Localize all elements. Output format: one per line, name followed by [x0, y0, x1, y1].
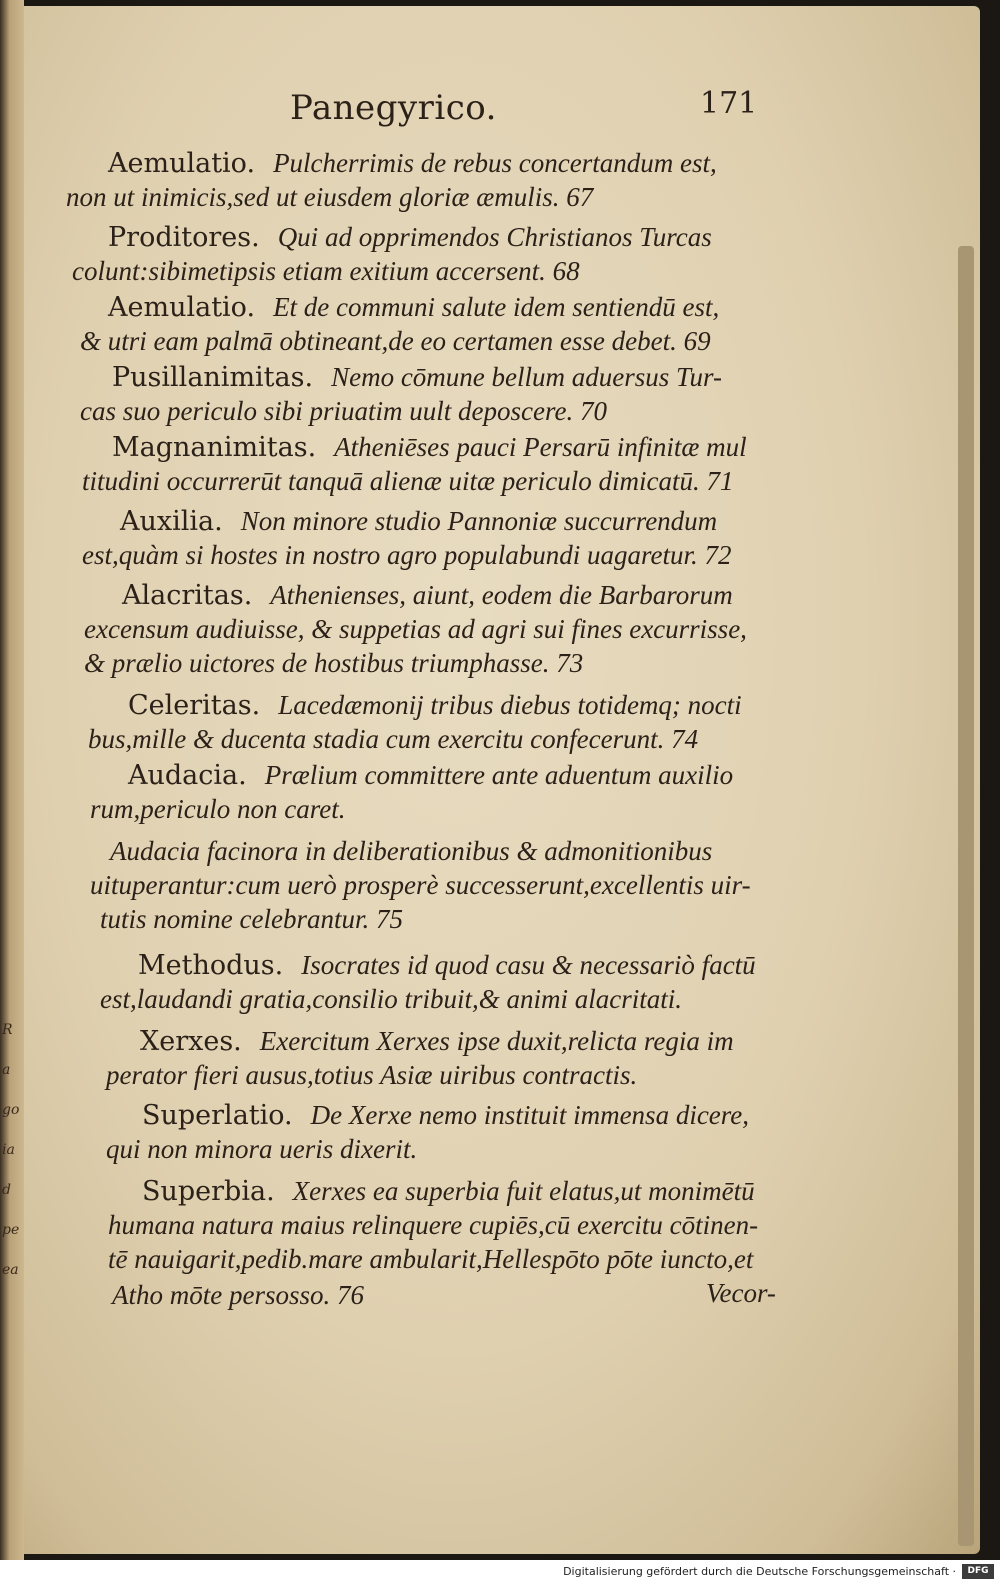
- text-line: [138, 950, 756, 981]
- entry-keyword: Superbia.: [142, 1176, 275, 1207]
- text-line: [100, 984, 682, 1015]
- margin-fragment: ea: [2, 1262, 19, 1278]
- entry-text: titudini occurrerūt tanquā alienæ uitæ periculo dimicatū. 71: [82, 466, 734, 496]
- entry-text: humana natura maius relinquere cupiēs,cū exercitu cōtinen-: [108, 1210, 759, 1240]
- entry-text: est,laudandi gratia,consilio tribuit,& animi alacritati.: [100, 984, 683, 1014]
- footer-credit: Digitalisierung gefördert durch die Deutsche Forschungsgemeinschaft ·: [563, 1565, 956, 1578]
- text-line: [108, 148, 717, 179]
- entry-text: Lacedæmonij tribus diebus totidemq; nocti: [278, 690, 742, 720]
- text-line: [82, 540, 732, 571]
- entry-text: Exercitum Xerxes ipse duxit,relicta regia im: [259, 1026, 734, 1056]
- entry-text: Atho mōte persosso. 76: [112, 1280, 364, 1310]
- text-line: [90, 794, 345, 825]
- entry-text: & prælio uictores de hostibus triumphasse. 73: [84, 648, 584, 678]
- margin-fragment: pe: [2, 1222, 20, 1238]
- text-line: [108, 1210, 758, 1241]
- entry-text: Qui ad opprimendos Christianos Turcas: [277, 222, 712, 252]
- text-line: [80, 326, 711, 357]
- text-line: [140, 1026, 734, 1057]
- margin-fragment: go: [2, 1102, 20, 1118]
- text-line: [106, 1134, 417, 1165]
- entry-keyword: Superlatio.: [142, 1100, 293, 1131]
- entry-text: Athenienses, aiunt, eodem die Barbarorum: [270, 580, 733, 610]
- entry-text: Audacia facinora in deliberationibus & admonitionibus: [110, 836, 713, 866]
- entry-text: perator fieri ausus,totius Asiæ uiribus contractis.: [106, 1060, 638, 1090]
- text-line: [142, 1176, 755, 1207]
- text-line: [90, 870, 751, 901]
- entry-keyword: Celeritas.: [128, 690, 261, 721]
- text-line: [88, 724, 698, 755]
- entry-keyword: Methodus.: [138, 950, 284, 981]
- margin-fragment: R: [2, 1022, 13, 1038]
- entry-keyword: Proditores.: [108, 222, 260, 253]
- text-line: [106, 1060, 637, 1091]
- dfg-logo: DFG: [962, 1564, 994, 1579]
- entry-keyword: Alacritas.: [122, 580, 253, 611]
- text-line: [112, 432, 747, 463]
- left-page-edge: [0, 0, 24, 1560]
- text-line: [82, 466, 733, 497]
- entry-text: rum,periculo non caret.: [90, 794, 346, 824]
- text-line: [108, 292, 719, 323]
- entry-keyword: Audacia.: [128, 760, 247, 791]
- margin-fragment: d: [2, 1182, 11, 1198]
- entry-text: bus,mille & ducenta stadia cum exercitu confecerunt. 74: [88, 724, 699, 754]
- entry-text: tutis nomine celebrantur. 75: [100, 904, 403, 934]
- text-line: [120, 506, 717, 537]
- running-head: Panegyrico.: [290, 88, 497, 128]
- text-line: [66, 182, 593, 213]
- text-line: [108, 1244, 753, 1275]
- entry-keyword: Aemulatio.: [108, 292, 256, 323]
- entry-text: cas suo periculo sibi priuatim uult deposcere. 70: [80, 396, 607, 426]
- entry-text: Prælium committere ante aduentum auxilio: [264, 760, 734, 790]
- page-number: 171: [700, 86, 758, 121]
- entry-text: & utri eam palmā obtineant,de eo certamen esse debet. 69: [80, 326, 711, 356]
- page-stack-edge: [958, 246, 974, 1546]
- text-line: [100, 904, 403, 935]
- entry-text: Xerxes ea superbia fuit elatus,ut monimētū: [292, 1176, 755, 1206]
- text-line: [108, 222, 712, 253]
- entry-text: De Xerxe nemo instituit immensa dicere,: [310, 1100, 750, 1130]
- entry-keyword: Magnanimitas.: [112, 432, 317, 463]
- left-margin-fragments: [2, 1010, 24, 1350]
- entry-text: Atheniēses pauci Persarū infinitæ mul: [334, 432, 747, 462]
- entry-text: non ut inimicis,sed ut eiusdem gloriæ æmulis. 67: [66, 182, 594, 212]
- entry-keyword: Auxilia.: [120, 506, 223, 537]
- catchword: Vecor-: [706, 1278, 776, 1308]
- entry-keyword: Aemulatio.: [108, 148, 256, 179]
- text-line: [128, 760, 733, 791]
- margin-fragment: a: [2, 1062, 11, 1078]
- entry-text: Non minore studio Pannoniæ succurrendum: [240, 506, 718, 536]
- text-line: [122, 580, 733, 611]
- text-line: [84, 614, 747, 645]
- entry-text: uituperantur:cum uerò prosperè successerunt,excellentis uir-: [90, 870, 751, 900]
- entry-keyword: Xerxes.: [140, 1026, 242, 1057]
- entry-text: Nemo cōmune bellum aduersus Tur-: [331, 362, 723, 392]
- digitization-footer: [0, 1560, 1000, 1584]
- text-line: [110, 836, 712, 867]
- entry-text: est,quàm si hostes in nostro agro populabundi uagaretur. 72: [82, 540, 732, 570]
- entry-text: Et de communi salute idem sentiendū est,: [273, 292, 720, 322]
- entry-keyword: Pusillanimitas.: [112, 362, 314, 393]
- text-line: [142, 1100, 749, 1131]
- text-line: [84, 648, 583, 679]
- entry-text: Pulcherrimis de rebus concertandum est,: [273, 148, 717, 178]
- text-line: [72, 256, 580, 287]
- text-line: [112, 1280, 364, 1311]
- entry-text: colunt:sibimetipsis etiam exitium accersent. 68: [72, 256, 580, 286]
- text-line: [80, 396, 607, 427]
- entry-text: qui non minora ueris dixerit.: [106, 1134, 418, 1164]
- entry-text: excensum audiuisse, & suppetias ad agri sui fines excurrisse,: [84, 614, 747, 644]
- entry-text: tē nauigarit,pedib.mare ambularit,Hellespōto pōte iuncto,et: [108, 1244, 754, 1274]
- entry-text: Isocrates id quod casu & necessariò factū: [301, 950, 756, 980]
- text-line: [112, 362, 722, 393]
- text-line: [128, 690, 742, 721]
- margin-fragment: ia: [2, 1142, 15, 1158]
